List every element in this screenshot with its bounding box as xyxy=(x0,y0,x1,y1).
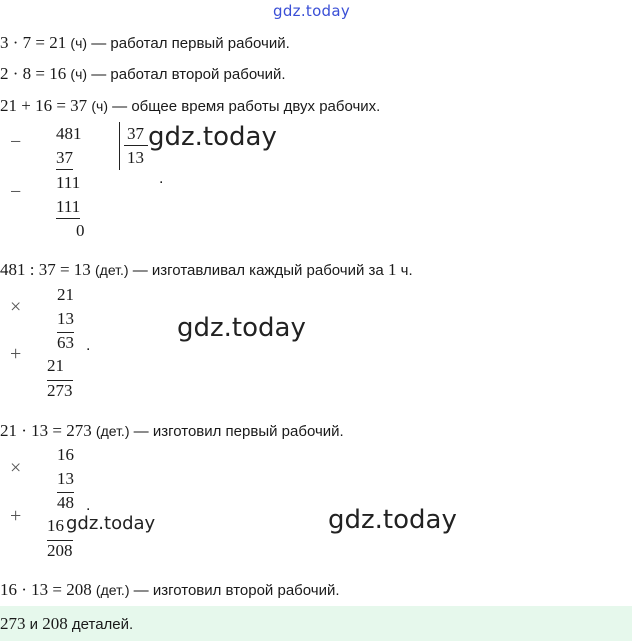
division-dividend: 481 xyxy=(56,124,82,143)
step-6-text: — изготовил второй рабочий. xyxy=(133,582,340,599)
step-4-expression: 481 : 37 = 13 xyxy=(0,260,91,279)
step-3-text: — общее время работы двух рабочих. xyxy=(112,98,381,115)
solution-step-6 xyxy=(0,580,340,601)
step-4-tail-unit: ч. xyxy=(400,262,413,279)
step-1-expression: 3 · 7 = 21 xyxy=(0,33,67,52)
mult-1-partial-1: 63 xyxy=(57,333,74,352)
top-watermark: gdz.today xyxy=(273,2,351,20)
mult-1-times-sign: × xyxy=(10,296,22,318)
mult-2-times-sign: × xyxy=(10,457,22,479)
answer-box xyxy=(0,606,632,641)
mult-1-plus-sign: + xyxy=(10,343,22,365)
step-5-text: — изготовил первый рабочий. xyxy=(133,423,344,440)
step-4-tail-number: 1 xyxy=(387,260,397,279)
division-minus-sign-1: − xyxy=(10,131,22,153)
division-quotient: 13 xyxy=(127,148,144,167)
mult-2-partial-2: 16 xyxy=(47,516,64,535)
mult-2-factor-a: 16 xyxy=(57,445,74,464)
division-divisor-line xyxy=(124,145,148,146)
step-5-unit: (дет.) xyxy=(95,423,130,439)
step-2-expression: 2 · 8 = 16 xyxy=(0,64,67,83)
division-remainder-1: 111 xyxy=(56,173,81,192)
step-5-expression: 21 · 13 = 273 xyxy=(0,421,92,440)
division-remainder-2: 0 xyxy=(76,221,85,240)
mult-1-factor-a: 21 xyxy=(57,285,74,304)
solution-step-1 xyxy=(0,33,290,54)
answer-number-1: 273 xyxy=(0,614,26,633)
watermark-4: gdz.today xyxy=(328,505,457,535)
solution-step-2 xyxy=(0,64,286,85)
solution-step-5 xyxy=(0,421,344,442)
answer-line xyxy=(0,614,133,635)
mult-2-plus-sign: + xyxy=(10,505,22,527)
mult-2-dot: . xyxy=(86,497,91,514)
division-divisor: 37 xyxy=(127,124,144,143)
mult-1-partial-2: 21 xyxy=(47,356,64,375)
step-6-unit: (дет.) xyxy=(95,582,130,598)
answer-conjunction: и xyxy=(29,616,39,633)
step-6-expression: 16 · 13 = 208 xyxy=(0,580,92,599)
answer-number-2: 208 xyxy=(42,614,68,633)
step-1-text: — работал первый рабочий. xyxy=(91,35,290,52)
step-3-unit: (ч) xyxy=(91,98,108,114)
mult-1-factor-b: 13 xyxy=(57,309,74,328)
mult-2-partial-1: 48 xyxy=(57,493,74,512)
solution-step-4 xyxy=(0,260,413,281)
step-1-unit: (ч) xyxy=(70,35,88,51)
division-subtrahend-1: 37 xyxy=(56,148,73,170)
step-4-unit: (дет.) xyxy=(94,262,129,278)
division-dot: . xyxy=(159,170,164,187)
division-vertical-bar xyxy=(119,122,120,170)
mult-2-factor-b: 13 xyxy=(57,469,74,488)
step-3-expression: 21 + 16 = 37 xyxy=(0,96,88,115)
mult-1-dot: . xyxy=(86,337,91,354)
division-subtrahend-2: 111 xyxy=(56,197,80,219)
step-4-text: — изготавливал каждый рабочий за xyxy=(132,262,384,279)
answer-text: деталей. xyxy=(71,616,134,633)
step-2-unit: (ч) xyxy=(70,66,88,82)
watermark-3: gdz.today xyxy=(66,513,156,534)
watermark-2: gdz.today xyxy=(177,313,306,343)
watermark-1: gdz.today xyxy=(148,122,277,152)
solution-step-3 xyxy=(0,96,380,117)
division-minus-sign-2: − xyxy=(10,181,22,203)
mult-2-result: 208 xyxy=(47,541,73,560)
mult-1-result: 273 xyxy=(47,381,73,400)
step-2-text: — работал второй рабочий. xyxy=(91,66,286,83)
